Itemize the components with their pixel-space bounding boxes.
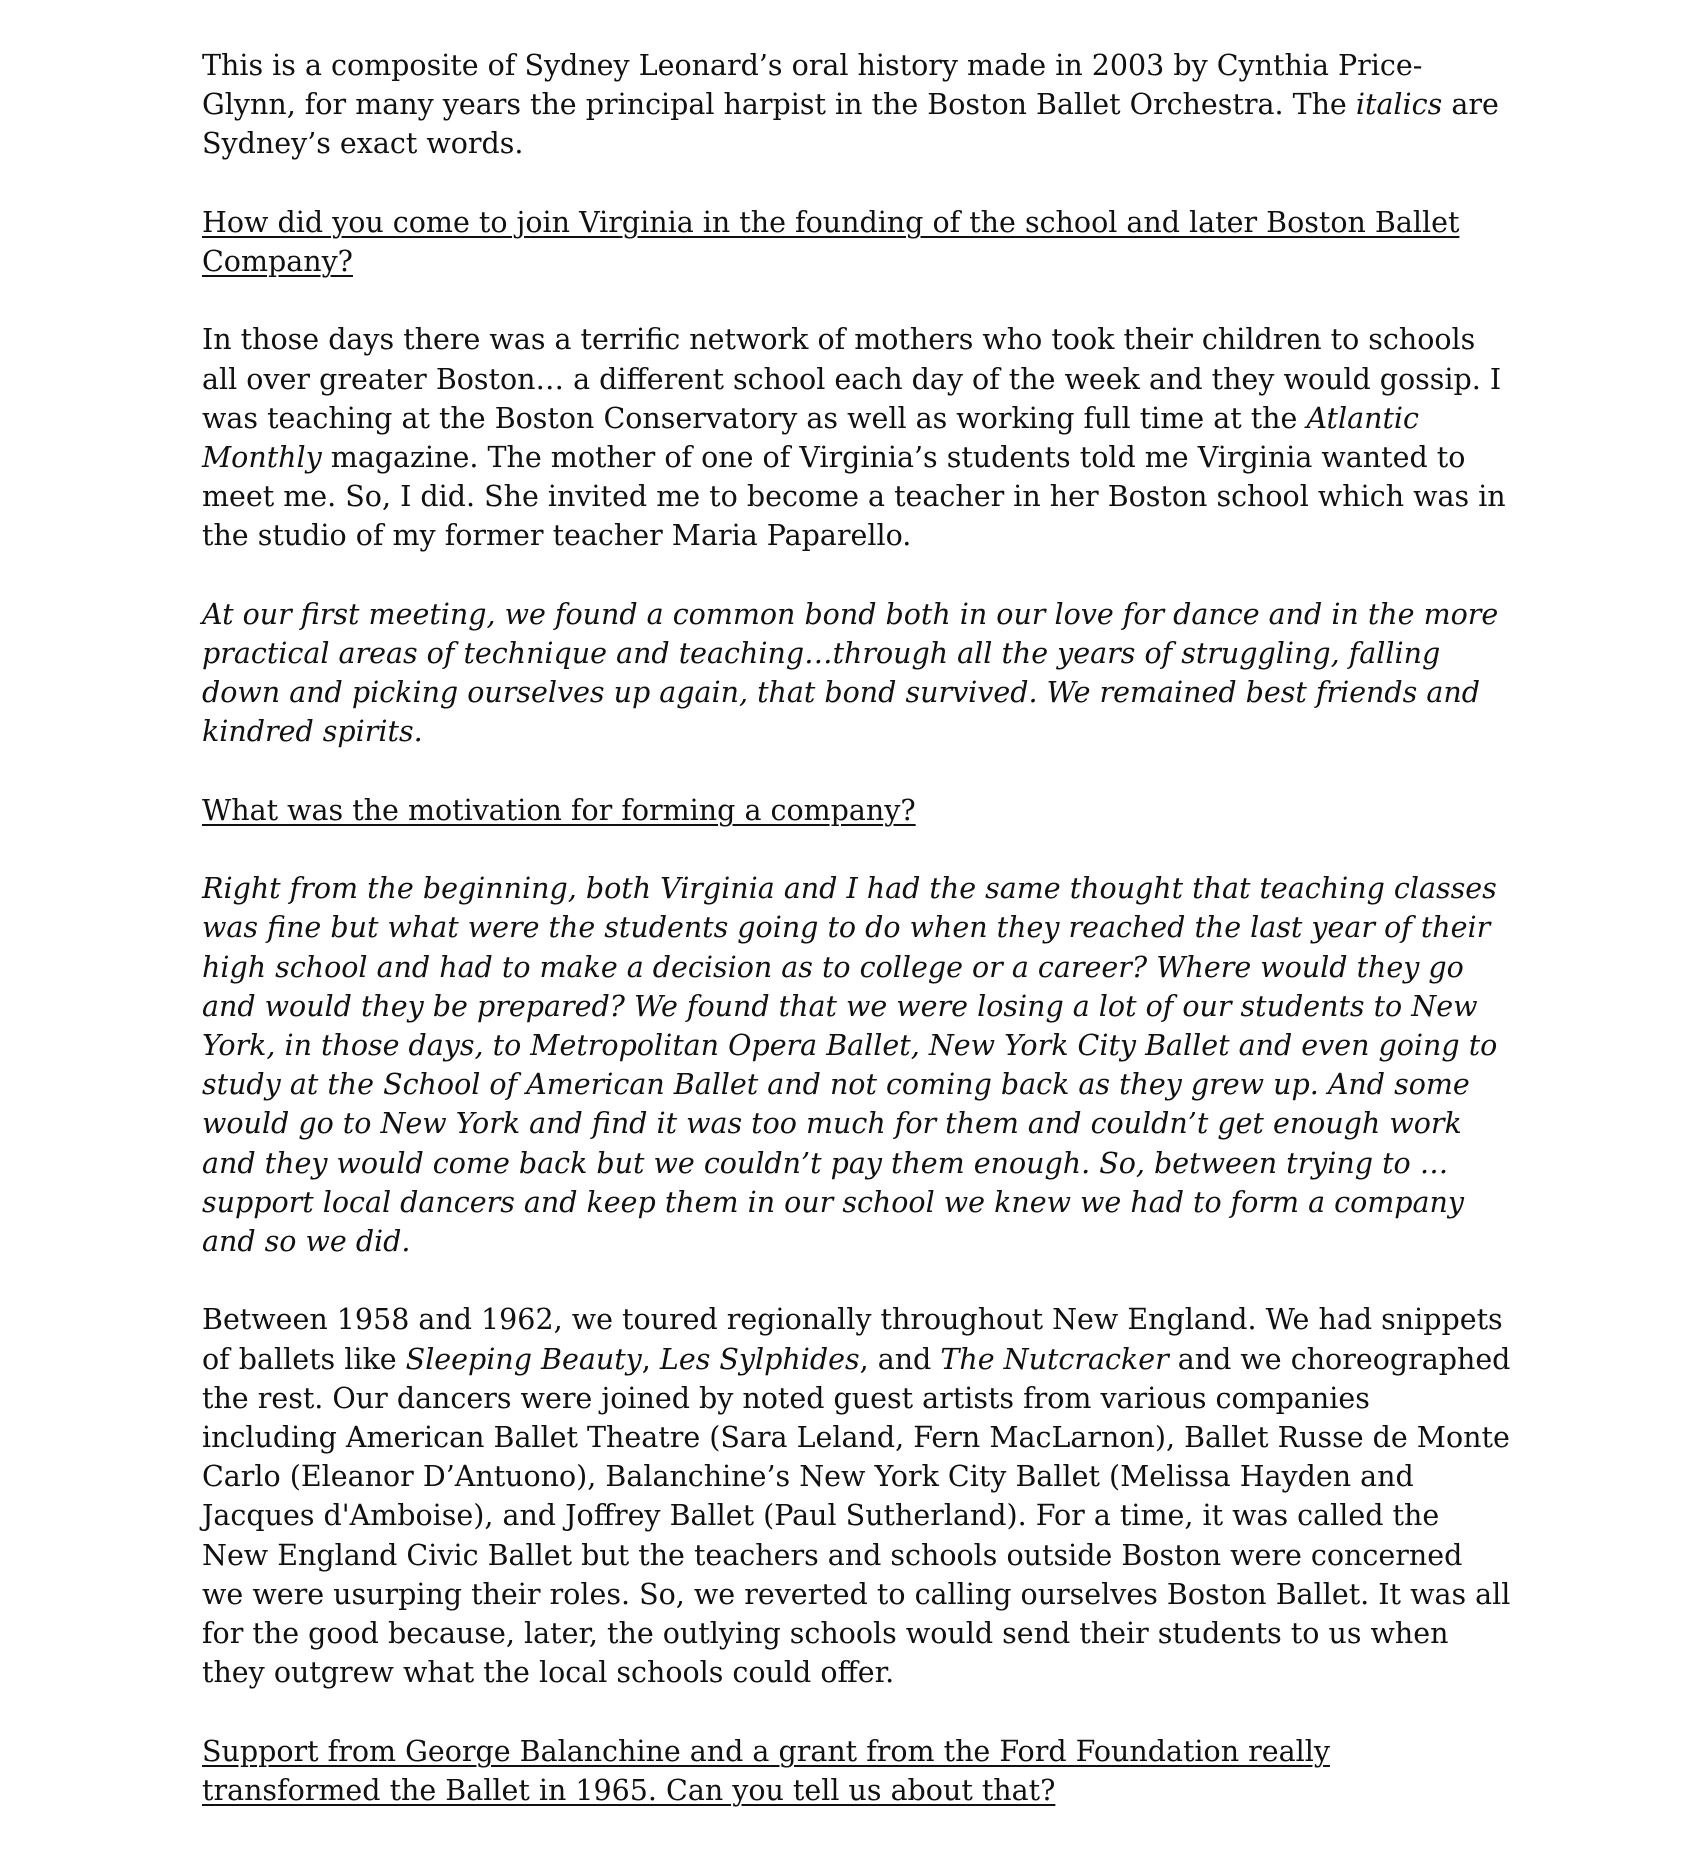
ballet-title-2: Les Sylphides	[659, 1342, 860, 1376]
ballet-separator-2: , and	[859, 1342, 941, 1376]
document-page	[202, 46, 1512, 1849]
intro-paragraph	[202, 46, 1512, 164]
ballet-title-1: Sleeping Beauty	[405, 1342, 642, 1376]
ballet-title-3: The Nutcracker	[940, 1342, 1169, 1376]
quote-paragraph-1: At our first meeting, we found a common bond both in our love for dance and in the more practical areas of technique and teaching…through all the years of struggling, falling down and picking ourselves up again, that bond survived. We remained best friends and kindred spirits.	[202, 597, 1499, 749]
intro-text-2: are Sydney’s exact words.	[202, 88, 1499, 161]
answer-1-text-2: magazine. The mother of one of Virginia’s students told me Virginia wanted to meet me. So, I did. She invited me to become a teacher in her Boston school which was in the studio of my former teacher Maria Paparello.	[202, 441, 1506, 553]
answer-1-text-1: In those days there was a terrific network of mothers who took their children to schools all over greater Boston… a different school each day of the week and they would gossip. I was teaching at the Boston Conservatory as well as working full time at the	[202, 323, 1502, 435]
intro-italics-word: italics	[1355, 88, 1443, 122]
magazine-title: Atlantic Monthly	[202, 401, 1419, 474]
intro-text-1: This is a composite of Sydney Leonard’s oral history made in 2003 by Cynthia Price-Glynn, for many years the principal harpist in the Boston Ballet Orchestra. The	[202, 49, 1423, 122]
answer-2-text-1: Between 1958 and 1962, we toured regionally throughout New England. We had snippets of ballets like	[202, 1303, 1503, 1376]
question-3: Support from George Balanchine and a grant from the Ford Foundation really transformed the Ballet in 1965. Can you tell us about that?	[202, 1734, 1330, 1807]
ballet-separator-1: ,	[641, 1342, 660, 1376]
question-2: What was the motivation for forming a company?	[202, 793, 916, 827]
answer-paragraph-1	[202, 320, 1512, 555]
quote-paragraph-2: Right from the beginning, both Virginia and I had the same thought that teaching classes was fine but what were the students going to do when they reached the last year of their high school and had to make a decision as to college or a career? Where would they go and would they be prepared? We found that we were losing a lot of our students to New York, in those days, to Metropolitan Opera Ballet, New York City Ballet and even going to study at the School of American Ballet and not coming back as they grew up. And some would go to New York and find it was too much for them and couldn’t get enough work and they would come back but we couldn’t pay them enough. So, between trying to …support local dancers and keep them in our school we knew we had to form a company and so we did.	[202, 872, 1498, 1259]
answer-paragraph-2	[202, 1300, 1512, 1692]
question-1: How did you come to join Virginia in the founding of the school and later Boston Ballet Company?	[202, 205, 1460, 278]
answer-2-text-2: and we choreographed the rest. Our dancers were joined by noted guest artists from various companies including American Ballet Theatre (Sara Leland, Fern MacLarnon), Ballet Russe de Monte Carlo (Eleanor D’Antuono), Balanchine’s New York City Ballet (Melissa Hayden and Jacques d'Amboise), and Joffrey Ballet (Paul Sutherland). For a time, it was called the New England Civic Ballet but the teachers and schools outside Boston were concerned we were usurping their roles. So, we reverted to calling ourselves Boston Ballet. It was all for the good because, later, the outlying schools would send their students to us when they outgrew what the local schools could offer.	[202, 1342, 1511, 1690]
